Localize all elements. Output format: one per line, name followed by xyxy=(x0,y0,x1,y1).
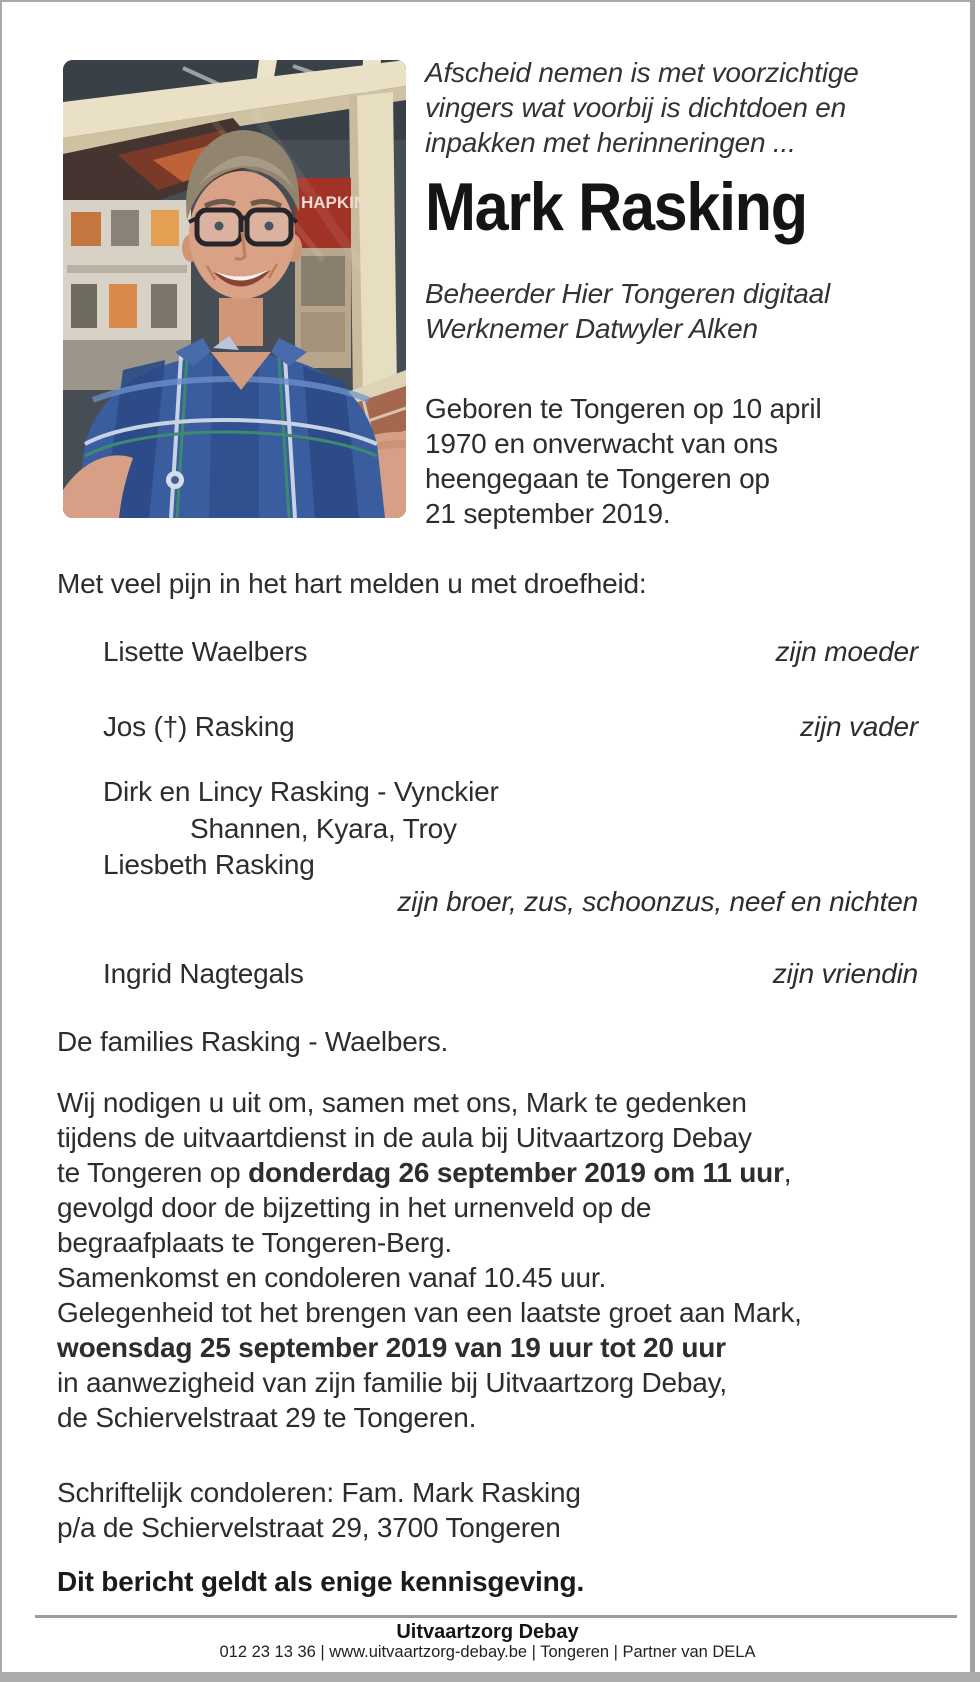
poster-sign-text: HAPKIN xyxy=(301,193,367,212)
relative-row-father xyxy=(103,709,918,744)
life-line: 1970 en onverwacht van ons xyxy=(425,428,778,459)
announcement-intro: Met veel pijn in het hart melden u met droefheid: xyxy=(57,568,647,599)
invitation-line: Samenkomst en condoleren vanaf 10.45 uur. xyxy=(57,1262,607,1293)
ceremony-invitation xyxy=(57,1085,937,1435)
role-line: Beheerder Hier Tongeren digitaal xyxy=(425,278,831,309)
portrait-photo-art xyxy=(63,60,406,518)
invitation-line: tijdens de uitvaartdienst in de aula bij Uitvaartzorg Debay xyxy=(57,1122,752,1153)
relative-row-friend xyxy=(103,956,918,991)
relative-name: Lisette Waelbers xyxy=(103,636,308,667)
quote-line: Afscheid nemen is met voorzichtige xyxy=(425,57,859,88)
funeral-home-details: 012 23 13 36 | www.uitvaartzorg-debay.be | Tongeren | Partner van DELA xyxy=(219,1643,756,1661)
scan-edge-right xyxy=(970,0,975,1674)
written-condolence xyxy=(57,1475,917,1545)
life-line: Geboren te Tongeren op 10 april xyxy=(425,393,822,424)
sibling-relation: zijn broer, zus, schoonzus, neef en nichten xyxy=(397,886,918,917)
relative-relation: zijn vriendin xyxy=(772,958,918,989)
invitation-line: gevolgd door de bijzetting in het urnenveld op de xyxy=(57,1192,652,1223)
footer-divider xyxy=(35,1615,957,1618)
portrait-photo xyxy=(63,60,406,518)
sibling-line-3: Liesbeth Rasking xyxy=(103,849,315,880)
life-dates xyxy=(425,391,945,531)
quote-line: vingers wat voorbij is dichtdoen en xyxy=(425,92,847,123)
sole-notification-notice: Dit bericht geldt als enige kennisgeving. xyxy=(57,1566,585,1597)
scan-edge-left xyxy=(0,0,2,1676)
invitation-line: in aanwezigheid van zijn familie bij Uitvaartzorg Debay, xyxy=(57,1367,727,1398)
invitation-line: begraafplaats te Tongeren-Berg. xyxy=(57,1227,452,1258)
scan-edge-top xyxy=(0,0,975,2)
deceased-name: Mark Rasking xyxy=(425,169,807,245)
funeral-home-name: Uitvaartzorg Debay xyxy=(396,1621,579,1643)
sibling-line-1: Dirk en Lincy Rasking - Vynckier xyxy=(103,776,499,807)
scan-edge-bottom xyxy=(0,1672,980,1682)
condolence-line: Schriftelijk condoleren: Fam. Mark Rasking xyxy=(57,1477,581,1508)
life-line: heengegaan te Tongeren op xyxy=(425,463,770,494)
relative-relation: zijn vader xyxy=(800,711,918,742)
relative-row-mother xyxy=(103,634,918,669)
families-line: De families Rasking - Waelbers. xyxy=(57,1026,449,1057)
memorial-quote xyxy=(425,55,945,160)
invitation-line: Wij nodigen u uit om, samen met ons, Mark te gedenken xyxy=(57,1087,747,1118)
condolence-line: p/a de Schiervelstraat 29, 3700 Tongeren xyxy=(57,1512,561,1543)
invitation-line: te Tongeren op donderdag 26 september 2019 om 11 uur, xyxy=(57,1157,792,1188)
relative-relation: zijn moeder xyxy=(775,636,918,667)
life-line: 21 september 2019. xyxy=(425,498,671,529)
quote-line: inpakken met herinneringen ... xyxy=(425,127,796,158)
role-line: Werknemer Datwyler Alken xyxy=(425,313,758,344)
relative-name: Ingrid Nagtegals xyxy=(103,958,304,989)
invitation-line: Gelegenheid tot het brengen van een laatste groet aan Mark, xyxy=(57,1297,802,1328)
invitation-line: de Schiervelstraat 29 te Tongeren. xyxy=(57,1402,477,1433)
sibling-line-2: Shannen, Kyara, Troy xyxy=(190,813,457,844)
deceased-roles xyxy=(425,276,945,346)
relative-name: Jos (†) Rasking xyxy=(103,711,295,742)
invitation-line: woensdag 25 september 2019 van 19 uur tot 20 uur xyxy=(57,1332,726,1363)
